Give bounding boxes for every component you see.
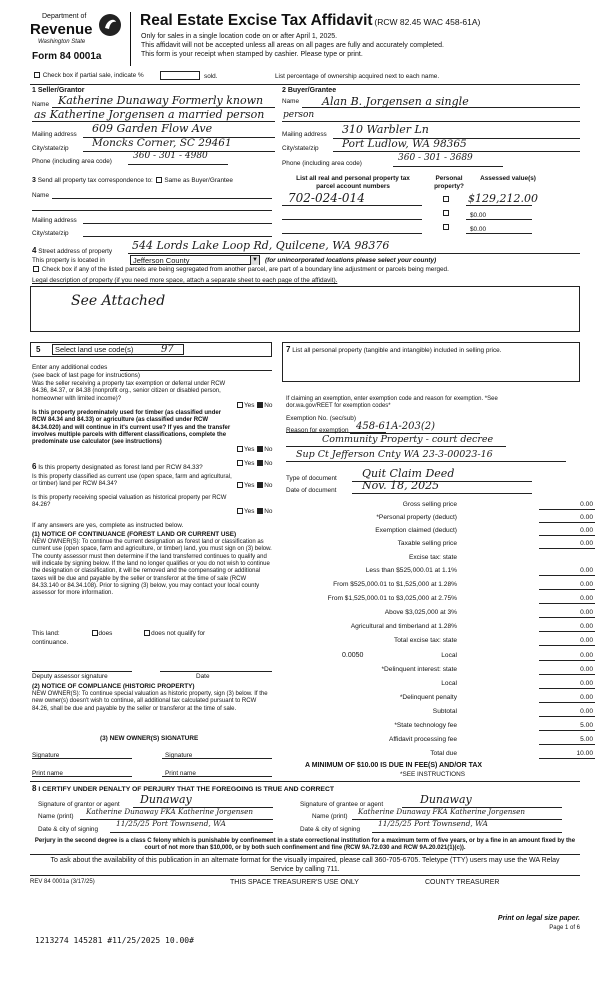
s6-q3-no[interactable] [257,508,263,514]
no-label: No [264,508,273,515]
page-number: Page 1 of 6 [549,925,580,931]
seller-phone[interactable]: 360 - 301 - 4980 [133,151,208,161]
deputy-date-label: Date [196,673,210,680]
minimum-due: A MINIMUM OF $10.00 IS DUE IN FEE(S) AND/OR TAX [305,762,483,769]
s5-q2-no[interactable] [257,446,263,452]
fee-label: Exemption claimed (deduct) [375,527,457,534]
owner-sig-label-1: Signature [32,752,60,759]
segregated-checkbox[interactable] [33,266,39,272]
certify-text: I CERTIFY UNDER PENALTY OF PERJURY THAT THE FOREGOING IS TRUE AND CORRECT [38,786,335,793]
grantor-sig-label: Signature of grantor or agent [38,801,120,808]
personal-checkbox-3[interactable] [443,224,449,230]
notice1-title: (1) NOTICE OF CONTINUANCE (FOREST LAND OR CURRENT USE) [32,531,237,538]
exemption-no[interactable]: 458-61A-203(2) [356,421,436,432]
seller-name-label: Name [32,101,50,108]
property-address[interactable]: 544 Lords Lake Loop Rd, Quilcene, WA 98376 [132,239,390,252]
fee-value: 0.00 [580,694,593,701]
intro-line-3: This form is your receipt when stamped by cashier. Please type or print. [141,51,363,58]
yes-label: Yes [244,482,255,489]
fee-row [300,652,595,664]
s5-q1-no[interactable] [257,402,263,408]
fee-row [300,554,595,566]
seller-section-title: Seller/Grantor [37,87,85,94]
doc-date[interactable]: Nov. 18, 2025 [362,479,440,492]
alt-format-text: To ask about the availability of this publication in an alternate format for the visually impaired, please call 360-705-6705. Teletype (TTY) users may use the WA Relay Service by calling 711. [50,857,560,873]
fee-label: From $525,000.01 to $1,525,000 at 1.28% [333,581,457,588]
s5-q2-yes[interactable] [237,446,243,452]
reason-2[interactable]: Sup Ct Jefferson Cnty WA 23-3-00023-16 [296,449,493,460]
fee-value: 5.00 [580,736,593,743]
grantee-signature[interactable]: Dunaway [420,793,472,806]
does-not-checkbox[interactable] [144,630,150,636]
fee-label: Subtotal [432,708,457,715]
corr-city-label: City/state/zip [32,230,69,237]
seller-name-1[interactable]: Katherine Dunaway Formerly known [58,94,264,107]
buyer-phone[interactable]: 360 - 301 - 3689 [398,153,473,163]
fee-row [300,637,595,649]
yes-label: Yes [244,402,255,409]
form-cite: (RCW 82.45 WAC 458-61A) [374,17,481,27]
wa-seal-icon [98,13,122,39]
fee-row [300,540,595,552]
fee-row [300,680,595,692]
does-checkbox[interactable] [92,630,98,636]
fee-row [300,750,595,762]
logo-revenue: Revenue [30,21,93,38]
grantor-name-label: Name (print) [38,813,74,820]
reason-1[interactable]: Community Property - court decree [322,434,494,445]
fee-row [300,666,595,678]
fee-value: 5.00 [580,722,593,729]
buyer-name-label: Name [282,98,300,105]
fee-value: 0.00 [580,623,593,630]
fee-row [300,609,595,621]
notice1-text: NEW OWNER(S): To continue the current designation as forest land or classification as current use (open space, farm and agriculture, or timber) land, you must sign on (3) below. The county assessor must then determine if the land transferred continues to qualify and will indicate by signing below. If the land no longer qualifies or you do not wish to continue the designation or classification, it will be removed and the compensating or additional taxes will be due and payable by the seller or transferor at the time of sale (RCW 84.33.140 or 84.34.108). Prior to signing (3) below, you may contact your local county assessor for more information. [32,539,272,597]
no-label: No [264,402,273,409]
fee-row [300,527,595,539]
s5-q2: Is this property predominately used for timber (as classified under RCW 84.34 and 84.33) or agriculture (as classified under RCW 84.34.020) and will continue in it's current use? If yes and the transfer involves multiple parcels with different classifications, complete the predominate use calculator (see instructions) [32,410,231,446]
fee-value: 0.00 [580,637,593,644]
personal-checkbox-1[interactable] [443,196,449,202]
county-treasurer: COUNTY TREASURER [425,879,500,886]
grantee-date[interactable]: 11/25/25 Port Townsend, WA [378,819,488,828]
yes-label: Yes [244,508,255,515]
s6-q3-yes[interactable] [237,508,243,514]
land-use-code: 97 [161,344,174,355]
grantor-signature[interactable]: Dunaway [140,793,192,806]
notice2-title: (2) NOTICE OF COMPLIANCE (HISTORIC PROPERTY) [32,683,195,690]
buyer-city-label: City/state/zip [282,145,319,152]
owner-print-label-1: Print name [32,770,63,777]
land-use-label: Select land use code(s) [55,345,134,354]
logo-state: Washington State [38,39,86,45]
grantor-date[interactable]: 11/25/25 Port Townsend, WA [116,819,226,828]
parcel-header: List all real and personal property tax parcel account numbers [296,175,410,190]
fee-value: 0.00 [580,595,593,602]
seller-city-label: City/state/zip [32,145,69,152]
fee-row [300,736,595,748]
buyer-mailing-label: Mailing address [282,131,327,138]
segregated-label: Check box if any of the listed parcels are being segregated from another parcel, are part of a boundary line adjustment or parcels being merged. [41,266,449,273]
fee-row [300,581,595,593]
recording-stamp: 1213274 145281 #11/25/2025 10.00# [35,936,194,945]
same-as-buyer-checkbox[interactable] [156,177,162,183]
fee-label: Taxable selling price [397,540,457,547]
fee-label: Less than $525,000.01 at 1.1% [365,567,457,574]
treasurer-use: THIS SPACE TREASURER'S USE ONLY [230,879,359,886]
fee-label: Total excise tax: state [393,637,457,644]
logo-dept: Department of [42,13,87,20]
fee-label: *Delinquent interest: state [381,666,457,673]
grantee-sig-label: Signature of grantee or agent [300,801,384,808]
this-land-label: This land: [32,630,60,637]
fee-value: 0.00 [580,567,593,574]
grantee-name-label: Name (print) [312,813,348,820]
does-label: does [98,630,113,637]
buyer-city[interactable]: Port Ludlow, WA 98365 [342,138,467,150]
legal-desc-value: See Attached [71,293,166,309]
fee-value: 0.00 [580,527,593,534]
s6-q1-yes[interactable] [237,460,243,466]
s6-q3: Is this property receiving special valuation as historical property per RCW 84.26? [32,495,227,509]
fee-value: 0.00 [580,652,593,659]
fee-label: Total due [430,750,457,757]
legal-desc-label: Legal description of property (if you need more space, attach a separate sheet to each page of the affidavit). [32,277,338,284]
county-note: (for unincorporated locations please select your county) [265,257,437,264]
form-number: Form 84 0001a [32,51,102,62]
fee-label: From $1,525,000.01 to $3,025,000 at 2.75% [327,595,457,602]
does-not-label: does not qualify for [151,630,206,637]
fee-value: 0.00 [580,666,593,673]
local-rate: 0.0050 [342,652,364,659]
county-select[interactable] [130,255,260,265]
continuance-label: continuance. [32,639,69,646]
grantee-name[interactable]: Katherine Dunaway FKA Katherine Jorgensen [358,807,525,816]
fee-value: 0.00 [580,501,593,508]
fee-row [300,501,595,513]
rev-number: REV 84 0001a (3/17/25) [30,879,95,885]
fee-label: Above $3,025,000 at 3% [384,609,457,616]
assessed-value-3[interactable]: $0.00 [470,226,486,233]
buyer-name-1[interactable]: Alan B. Jorgensen a single [322,95,469,108]
buyer-name-2[interactable]: person [283,110,315,120]
legal-paper-note: Print on legal size paper. [497,915,580,922]
deputy-sig-label: Deputy assessor signature [32,673,108,680]
no-label: No [264,482,273,489]
doc-type[interactable]: Quit Claim Deed [362,467,455,480]
assessed-value-1[interactable]: $129,212.00 [468,192,538,205]
chevron-down-icon: ▼ [250,256,259,265]
corr-name-label: Name [32,192,50,199]
additional-codes-label: Enter any additional codes [32,364,108,371]
personal-property-label: List all personal property (tangible and intangible) included in selling price. [292,347,502,354]
buyer-mailing[interactable]: 310 Warbler Ln [342,123,429,136]
seller-mailing[interactable]: 609 Garden Flow Ave [92,122,213,135]
perjury-text: Perjury in the second degree is a class C felony which is punishable by confinement in a state correctional institution for a maximum term of five years, or by a fine in an amount fixed by the court of not more than $10,000, or by both such confinement and fine (RCW 9A.72.030 and RCW 9A.20.021(1)(c)). [34,838,576,852]
fee-value: 0.00 [580,581,593,588]
located-label: This property is located in [32,257,105,264]
fee-row [300,514,595,526]
grantee-date-label: Date & city of signing [300,826,361,833]
fee-label: *Personal property (deduct) [376,514,457,521]
land-use-select[interactable] [52,344,184,355]
sold-label: sold. [204,73,218,80]
fee-row [300,722,595,734]
buyer-section-title: Buyer/Grantee [287,87,337,94]
owner-print-label-2: Print name [165,770,196,777]
street-address-label: Street address of property [38,248,113,255]
fee-value: 0.00 [580,609,593,616]
legal-desc-box[interactable] [30,286,580,332]
personal-checkbox-2[interactable] [443,210,449,216]
partial-sale-checkbox[interactable] [34,72,40,78]
tax-correspondence-label: Send all property tax correspondence to: [37,177,153,184]
s6-q1-no[interactable] [257,460,263,466]
exemption-note: If claiming an exemption, enter exemption code and reason for exemption. *See dor.wa.gov/REET for exemption codes* [286,396,498,410]
county-value: Jefferson County [133,255,190,265]
fee-value: 0.00 [580,514,593,521]
exemption-no-label: Exemption No. (sec/sub) [286,415,356,422]
fee-label: Excise tax: state [408,554,457,561]
list-pct-note: List percentage of ownership acquired next to each name. [275,73,440,80]
fee-row [300,595,595,607]
s6-q2-yes[interactable] [237,482,243,488]
s5-q1: Was the seller receiving a property tax exemption or deferral under RCW 84.36, 84.37, or 84.38 (nonprofit org., senior citizen or disabled person, homeowner with limited income)? [32,381,226,402]
parcel-1[interactable]: 702-024-014 [288,191,365,205]
seller-city[interactable]: Moncks Corner, SC 29461 [92,137,232,149]
seller-phone-label: Phone (including area code) [32,158,112,165]
doc-date-label: Date of document [286,487,337,494]
fee-row [300,694,595,706]
fee-value: 0.00 [580,680,593,687]
buyer-phone-label: Phone (including area code) [282,160,362,167]
fee-label: Local [441,652,457,659]
assessed-header: Assessed value(s) [480,175,536,182]
s6-q2: Is this property classified as current use (open space, farm and agricultural, or timber) land per RCW 84.34? [32,474,232,488]
form-title: Real Estate Excise Tax Affidavit [140,12,373,29]
see-back-note: (see back of last page for instructions) [32,372,140,379]
fee-label: Gross selling price [402,501,457,508]
assessed-value-2[interactable]: $0.00 [470,212,486,219]
corr-mailing-label: Mailing address [32,217,77,224]
fee-row [300,708,595,720]
fee-value: 0.00 [580,708,593,715]
s6-if-yes: If any answers are yes, complete as instructed below. [32,522,184,529]
partial-sale-label: Check box if partial sale, indicate % [42,72,144,79]
grantor-name[interactable]: Katherine Dunaway FKA Katherine Jorgensen [86,807,253,816]
fee-value: 0.00 [580,540,593,547]
s5-q1-yes[interactable] [237,402,243,408]
fee-label: Local [441,680,457,687]
seller-name-2[interactable]: as Katherine Jorgensen a married person [34,108,265,121]
no-label: No [264,460,273,467]
fee-label: *Delinquent penalty [399,694,457,701]
fee-label: Agricultural and timberland at 1.28% [350,623,457,630]
intro-line-1: Only for sales in a single location code on or after April 1, 2025. [141,33,338,40]
same-as-buyer-label: Same as Buyer/Grantee [164,177,233,184]
intro-line-2: This affidavit will not be accepted unless all areas on all pages are fully and accurately completed. [141,42,444,49]
s6-q1: Is this property designated as forest land per RCW 84.33? [38,464,203,471]
notice2-text: NEW OWNER(S): To continue special valuation as historic property, sign (3) below. If the new owner(s) doesn't wish to continue, all additional tax calculated pursuant to RCW 84.26, shall be due and payable by the seller or transferor at the time of sale. [32,691,268,712]
yes-label: Yes [244,460,255,467]
see-instructions: *SEE INSTRUCTIONS [400,771,465,778]
owner-sig-label-2: Signature [165,752,193,759]
fee-label: *State technology fee [394,722,457,729]
seller-mailing-label: Mailing address [32,131,77,138]
no-label: No [264,446,273,453]
partial-pct-input[interactable] [160,71,200,80]
fee-row [300,567,595,579]
fee-value: 10.00 [576,750,593,757]
fee-label: Affidavit processing fee [388,736,457,743]
grantor-date-label: Date & city of signing [38,826,99,833]
reason-label: Reason for exemption [286,427,349,434]
s6-q2-no[interactable] [257,482,263,488]
new-owner-sig-title: (3) NEW OWNER(S) SIGNATURE [100,735,199,742]
personal-header: Personal property? [434,175,464,190]
doc-type-label: Type of document [286,475,337,482]
yes-label: Yes [244,446,255,453]
fee-row [300,623,595,635]
